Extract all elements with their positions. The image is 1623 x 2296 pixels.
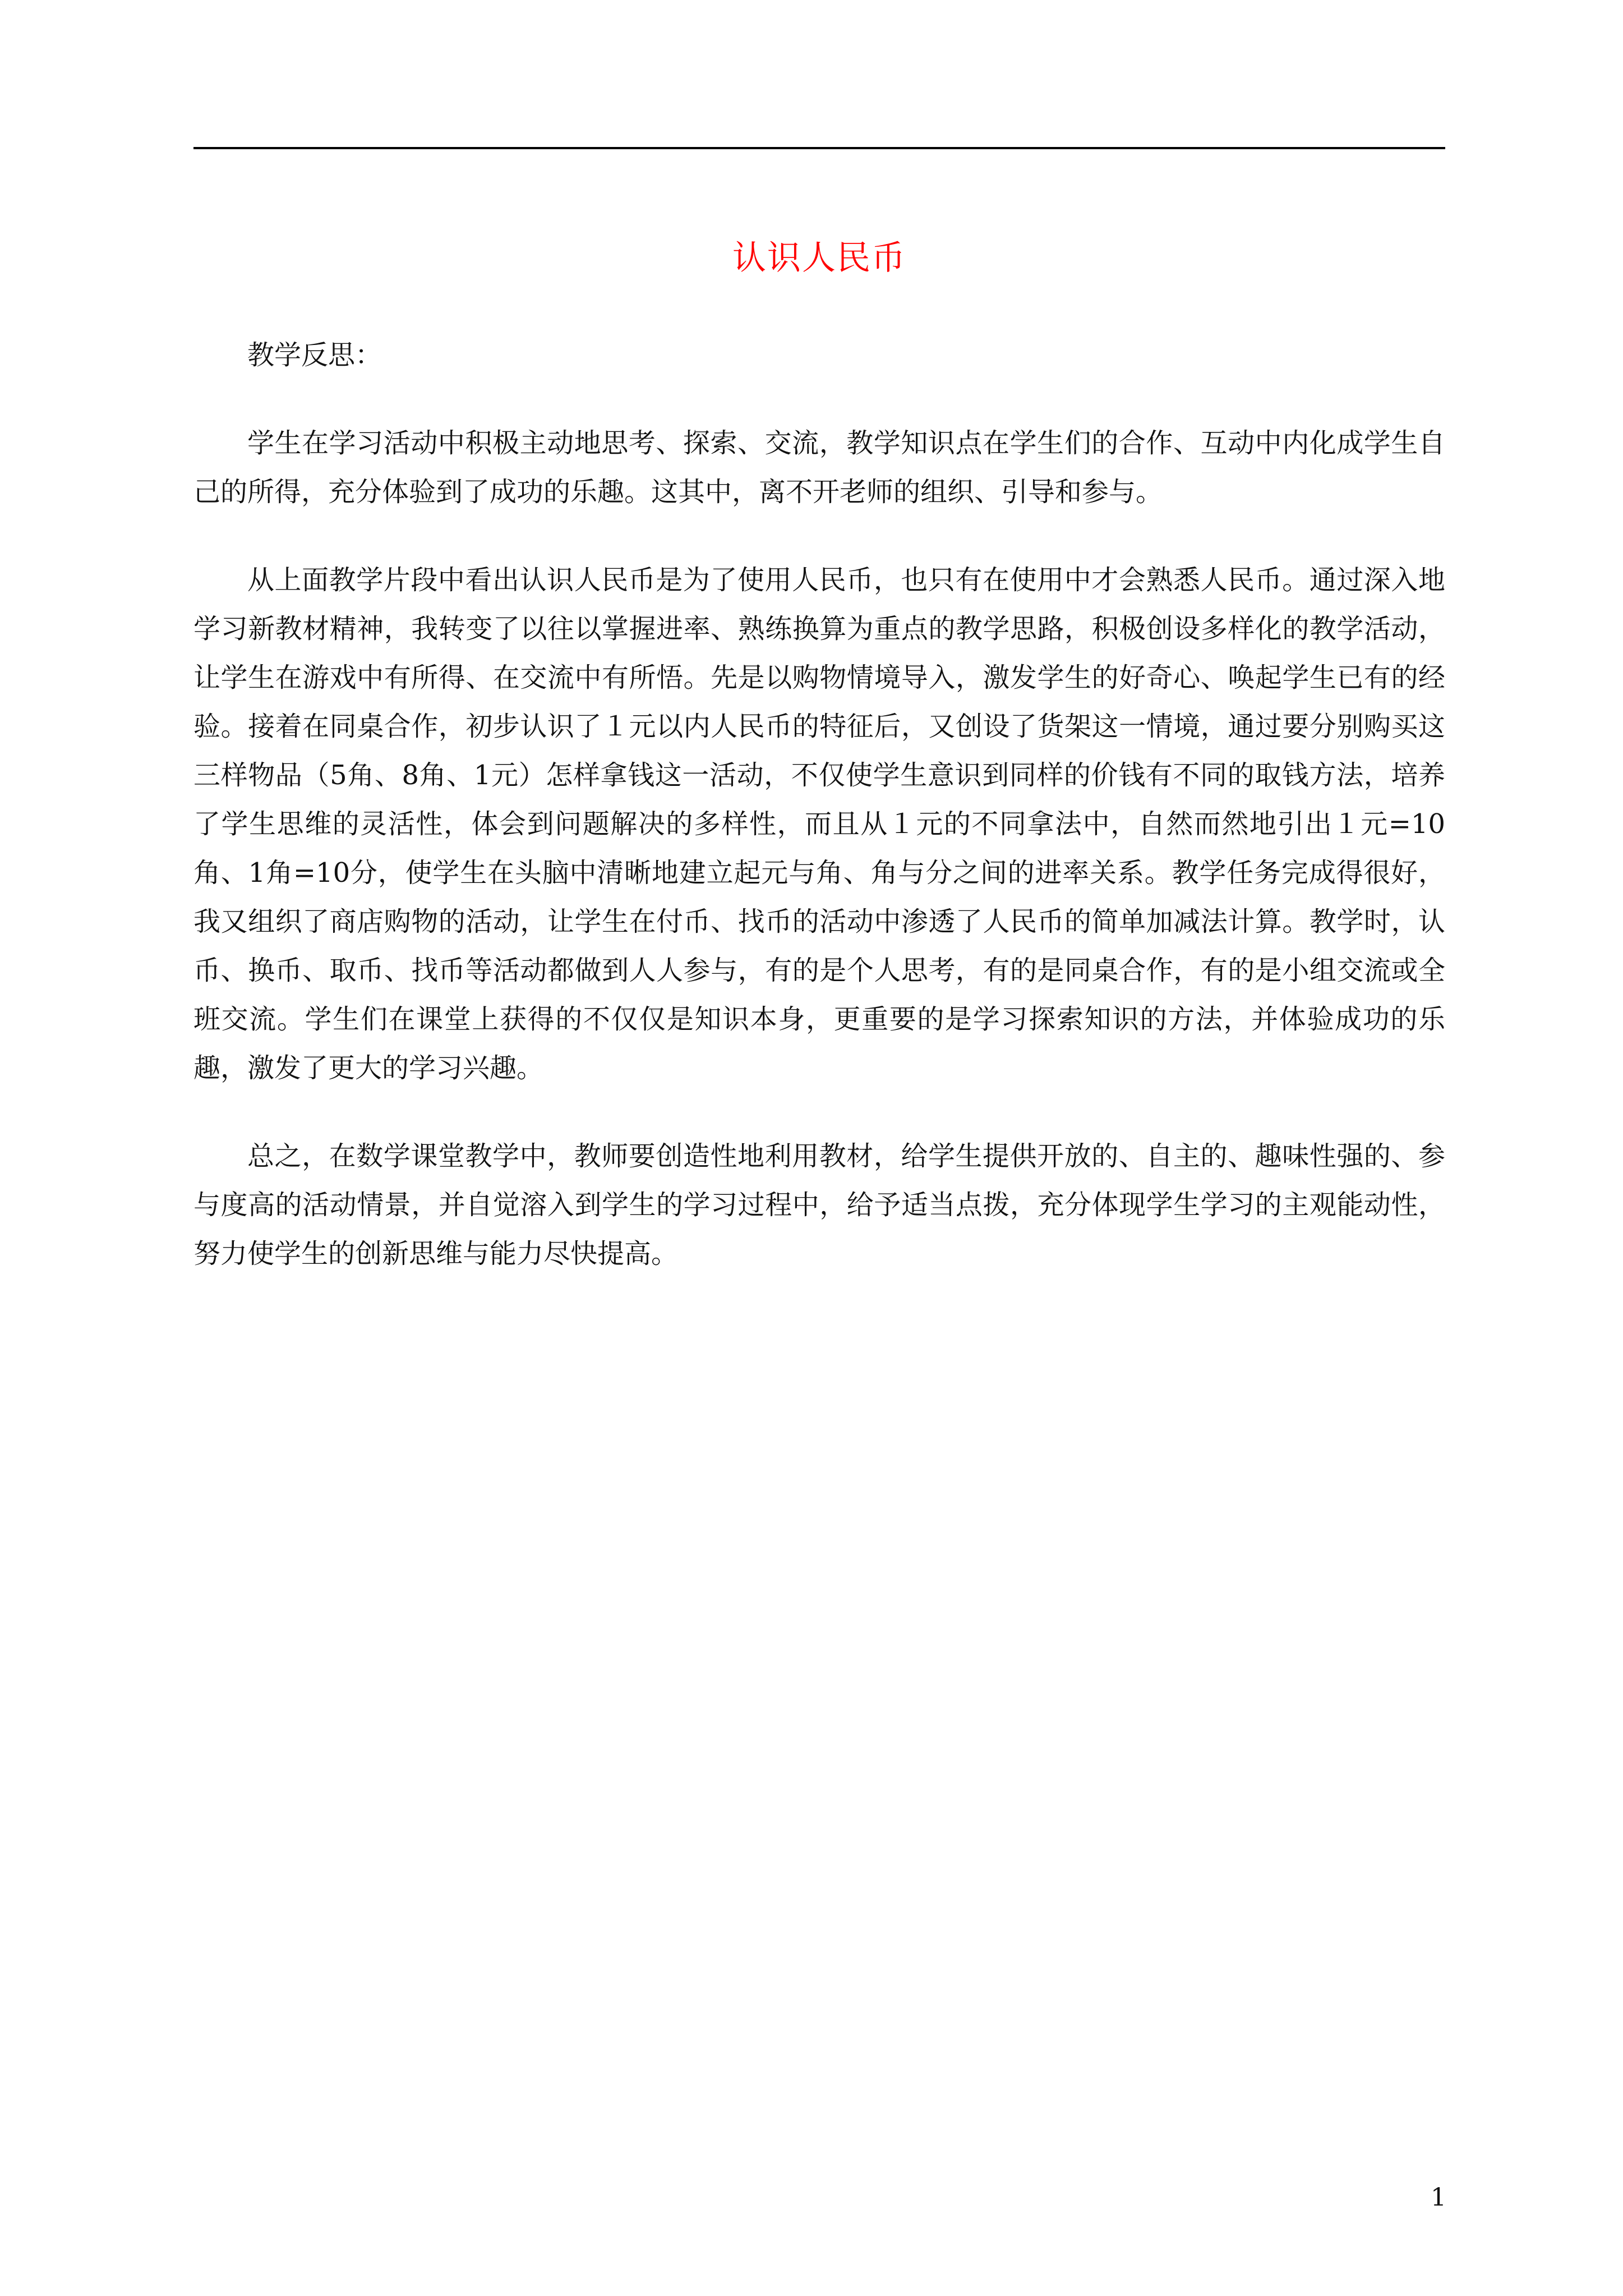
document-body <box>193 331 1445 1318</box>
page-number: 1 <box>1431 2183 1446 2212</box>
paragraph-3: 总之，在数学课堂教学中，教师要创造性地利用教材，给学生提供开放的、自主的、趣味性强的、参与度高的活动情景，并自觉溶入到学生的学习过程中，给予适当点拨，充分体现学生学习的主观能动性，努力使学生的创新思维与能力尽快提高。 <box>193 1140 1445 1269</box>
header-rule <box>193 147 1445 149</box>
paragraph-1: 学生在学习活动中积极主动地思考、探索、交流，教学知识点在学生们的合作、互动中内化成学生自己的所得，充分体验到了成功的乐趣。这其中，离不开老师的组织、引导和参与。 <box>193 427 1445 508</box>
paragraph-2: 从上面教学片段中看出认识人民币是为了使用人民币，也只有在使用中才会熟悉人民币。通过深入地学习新教材精神，我转变了以往以掌握进率、熟练换算为重点的教学思路，积极创设多样化的教学活动，让学生在游戏中有所得、在交流中有所悟。先是以购物情境导入，激发学生的好奇心、唤起学生已有的经验。接着在同桌合作，初步认识了１元以内人民币的特征后，又创设了货架这一情境，通过要分别购买这三样物品（5角、8角、1元）怎样拿钱这一活动，不仅使学生意识到同样的价钱有不同的取钱方法，培养了学生思维的灵活性，体会到问题解决的多样性，而且从１元的不同拿法中，自然而然地引出１元=10角、1角=10分，使学生在头脑中清晰地建立起元与角、角与分之间的进率关系。教学任务完成得很好，我又组织了商店购物的活动，让学生在付币、找币的活动中渗透了人民币的简单加减法计算。教学时，认币、换币、取币、找币等活动都做到人人参与，有的是个人思考，有的是同桌合作，有的是小组交流或全班交流。学生们在课堂上获得的不仅仅是知识本身，更重要的是学习探索知识的方法，并体验成功的乐趣，激发了更大的学习兴趣。 <box>193 564 1445 1084</box>
document-title: 认识人民币 <box>732 238 906 278</box>
section-label: 教学反思： <box>247 339 382 371</box>
